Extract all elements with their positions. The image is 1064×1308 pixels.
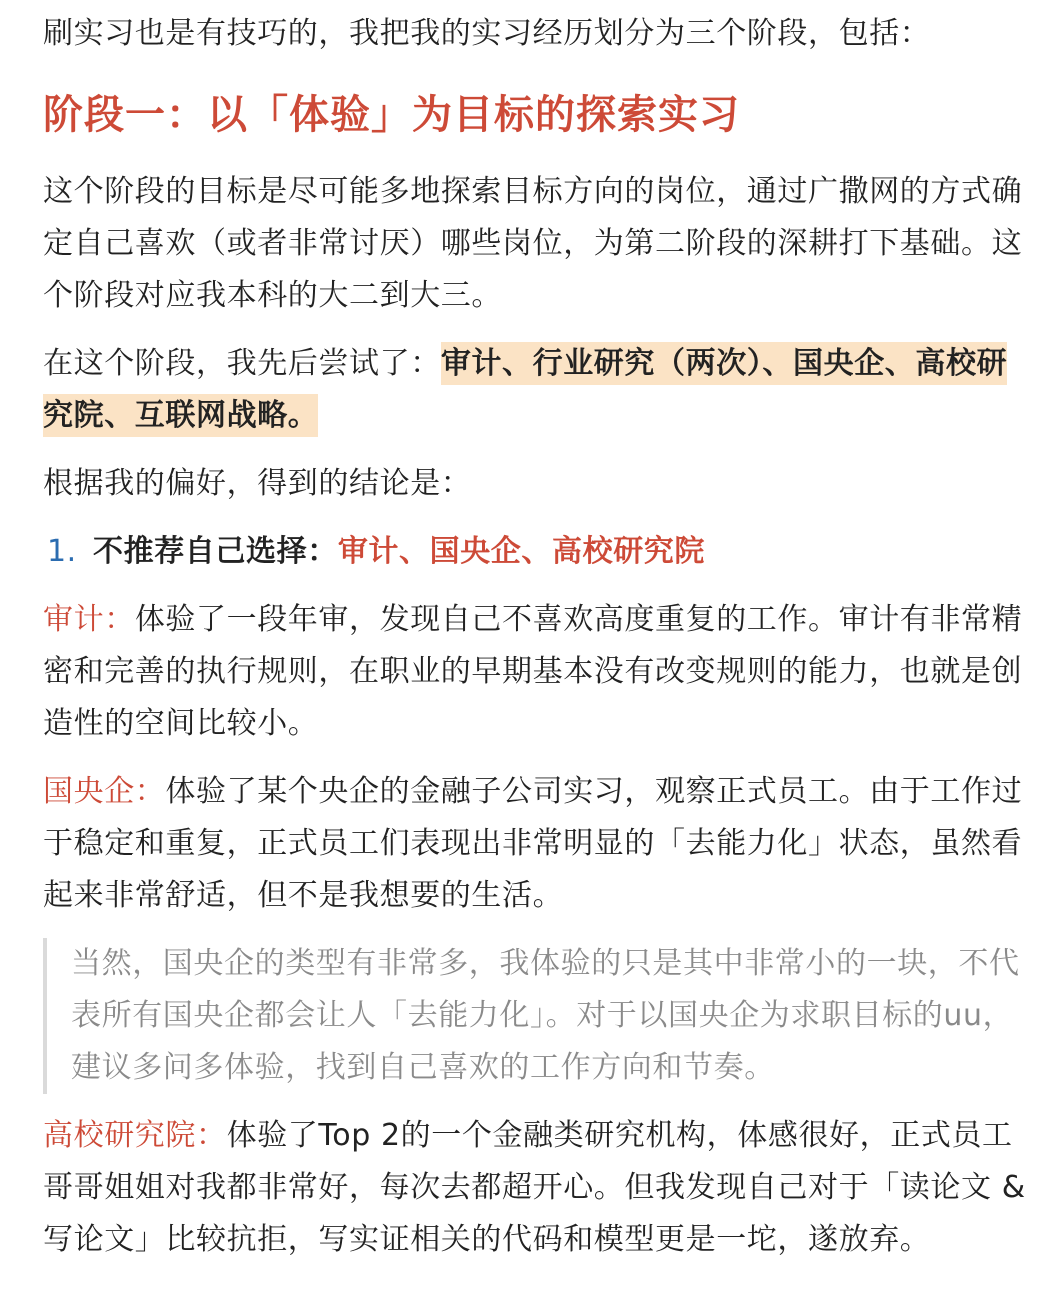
list-number: 1. (47, 534, 77, 569)
conclusion-paragraph: 根据我的偏好，得到的结论是： (43, 466, 472, 501)
list-item-label: 不推荐自己选择： (93, 534, 338, 569)
quote-block (43, 938, 1032, 1094)
conclusion-list (43, 526, 1032, 578)
audit-label: 审计： (43, 602, 135, 637)
quote-text: 当然，国央企的类型有非常多，我体验的只是其中非常小的一块，不代表所有国央企都会让人「去能力化」。对于以国央企为求职目标的uu，建议多问多体验，找到自己喜欢的工作方向和节奏。 (71, 946, 1020, 1085)
soe-paragraph (43, 766, 1032, 922)
audit-text: 体验了一段年审，发现自己不喜欢高度重复的工作。审计有非常精密和完善的执行规则，在职业的早期基本没有改变规则的能力，也就是创造性的空间比较小。 (43, 602, 1023, 741)
list-item-value: 审计、国央企、高校研究院 (337, 534, 706, 569)
list-item (43, 526, 1032, 578)
institute-label: 高校研究院： (43, 1118, 227, 1153)
article (0, 8, 1064, 1308)
institute-text: 体验了Top 2的一个金融类研究机构，体感很好，正式员工哥哥姐姐对我都非常好，每次去都超开心。但我发现自己对于「读论文 & 写论文」比较抗拒，写实证相关的代码和模型更是一坨，遂放弃。 (43, 1118, 1026, 1257)
soe-label: 国央企： (43, 774, 166, 809)
tried-highlight: 审计、行业研究（两次）、国央企、高校研究院、互联网战略。 (43, 342, 1007, 437)
soe-text: 体验了某个央企的金融子公司实习，观察正式员工。由于工作过于稳定和重复，正式员工们表现出非常明显的「去能力化」状态，虽然看起来非常舒适，但不是我想要的生活。 (43, 774, 1023, 913)
tried-prefix: 在这个阶段，我先后尝试了： (43, 346, 441, 381)
stage-goal-paragraph: 这个阶段的目标是尽可能多地探索目标方向的岗位，通过广撒网的方式确定自己喜欢（或者非常讨厌）哪些岗位，为第二阶段的深耕打下基础。这个阶段对应我本科的大二到大三。 (43, 174, 1023, 313)
stage-one-heading: 阶段一：以「体验」为目标的探索实习 (43, 92, 740, 138)
tried-paragraph (43, 338, 1032, 442)
intro-paragraph: 刷实习也是有技巧的，我把我的实习经历划分为三个阶段，包括： (43, 16, 931, 51)
institute-paragraph (43, 1110, 1032, 1266)
audit-paragraph (43, 594, 1032, 750)
